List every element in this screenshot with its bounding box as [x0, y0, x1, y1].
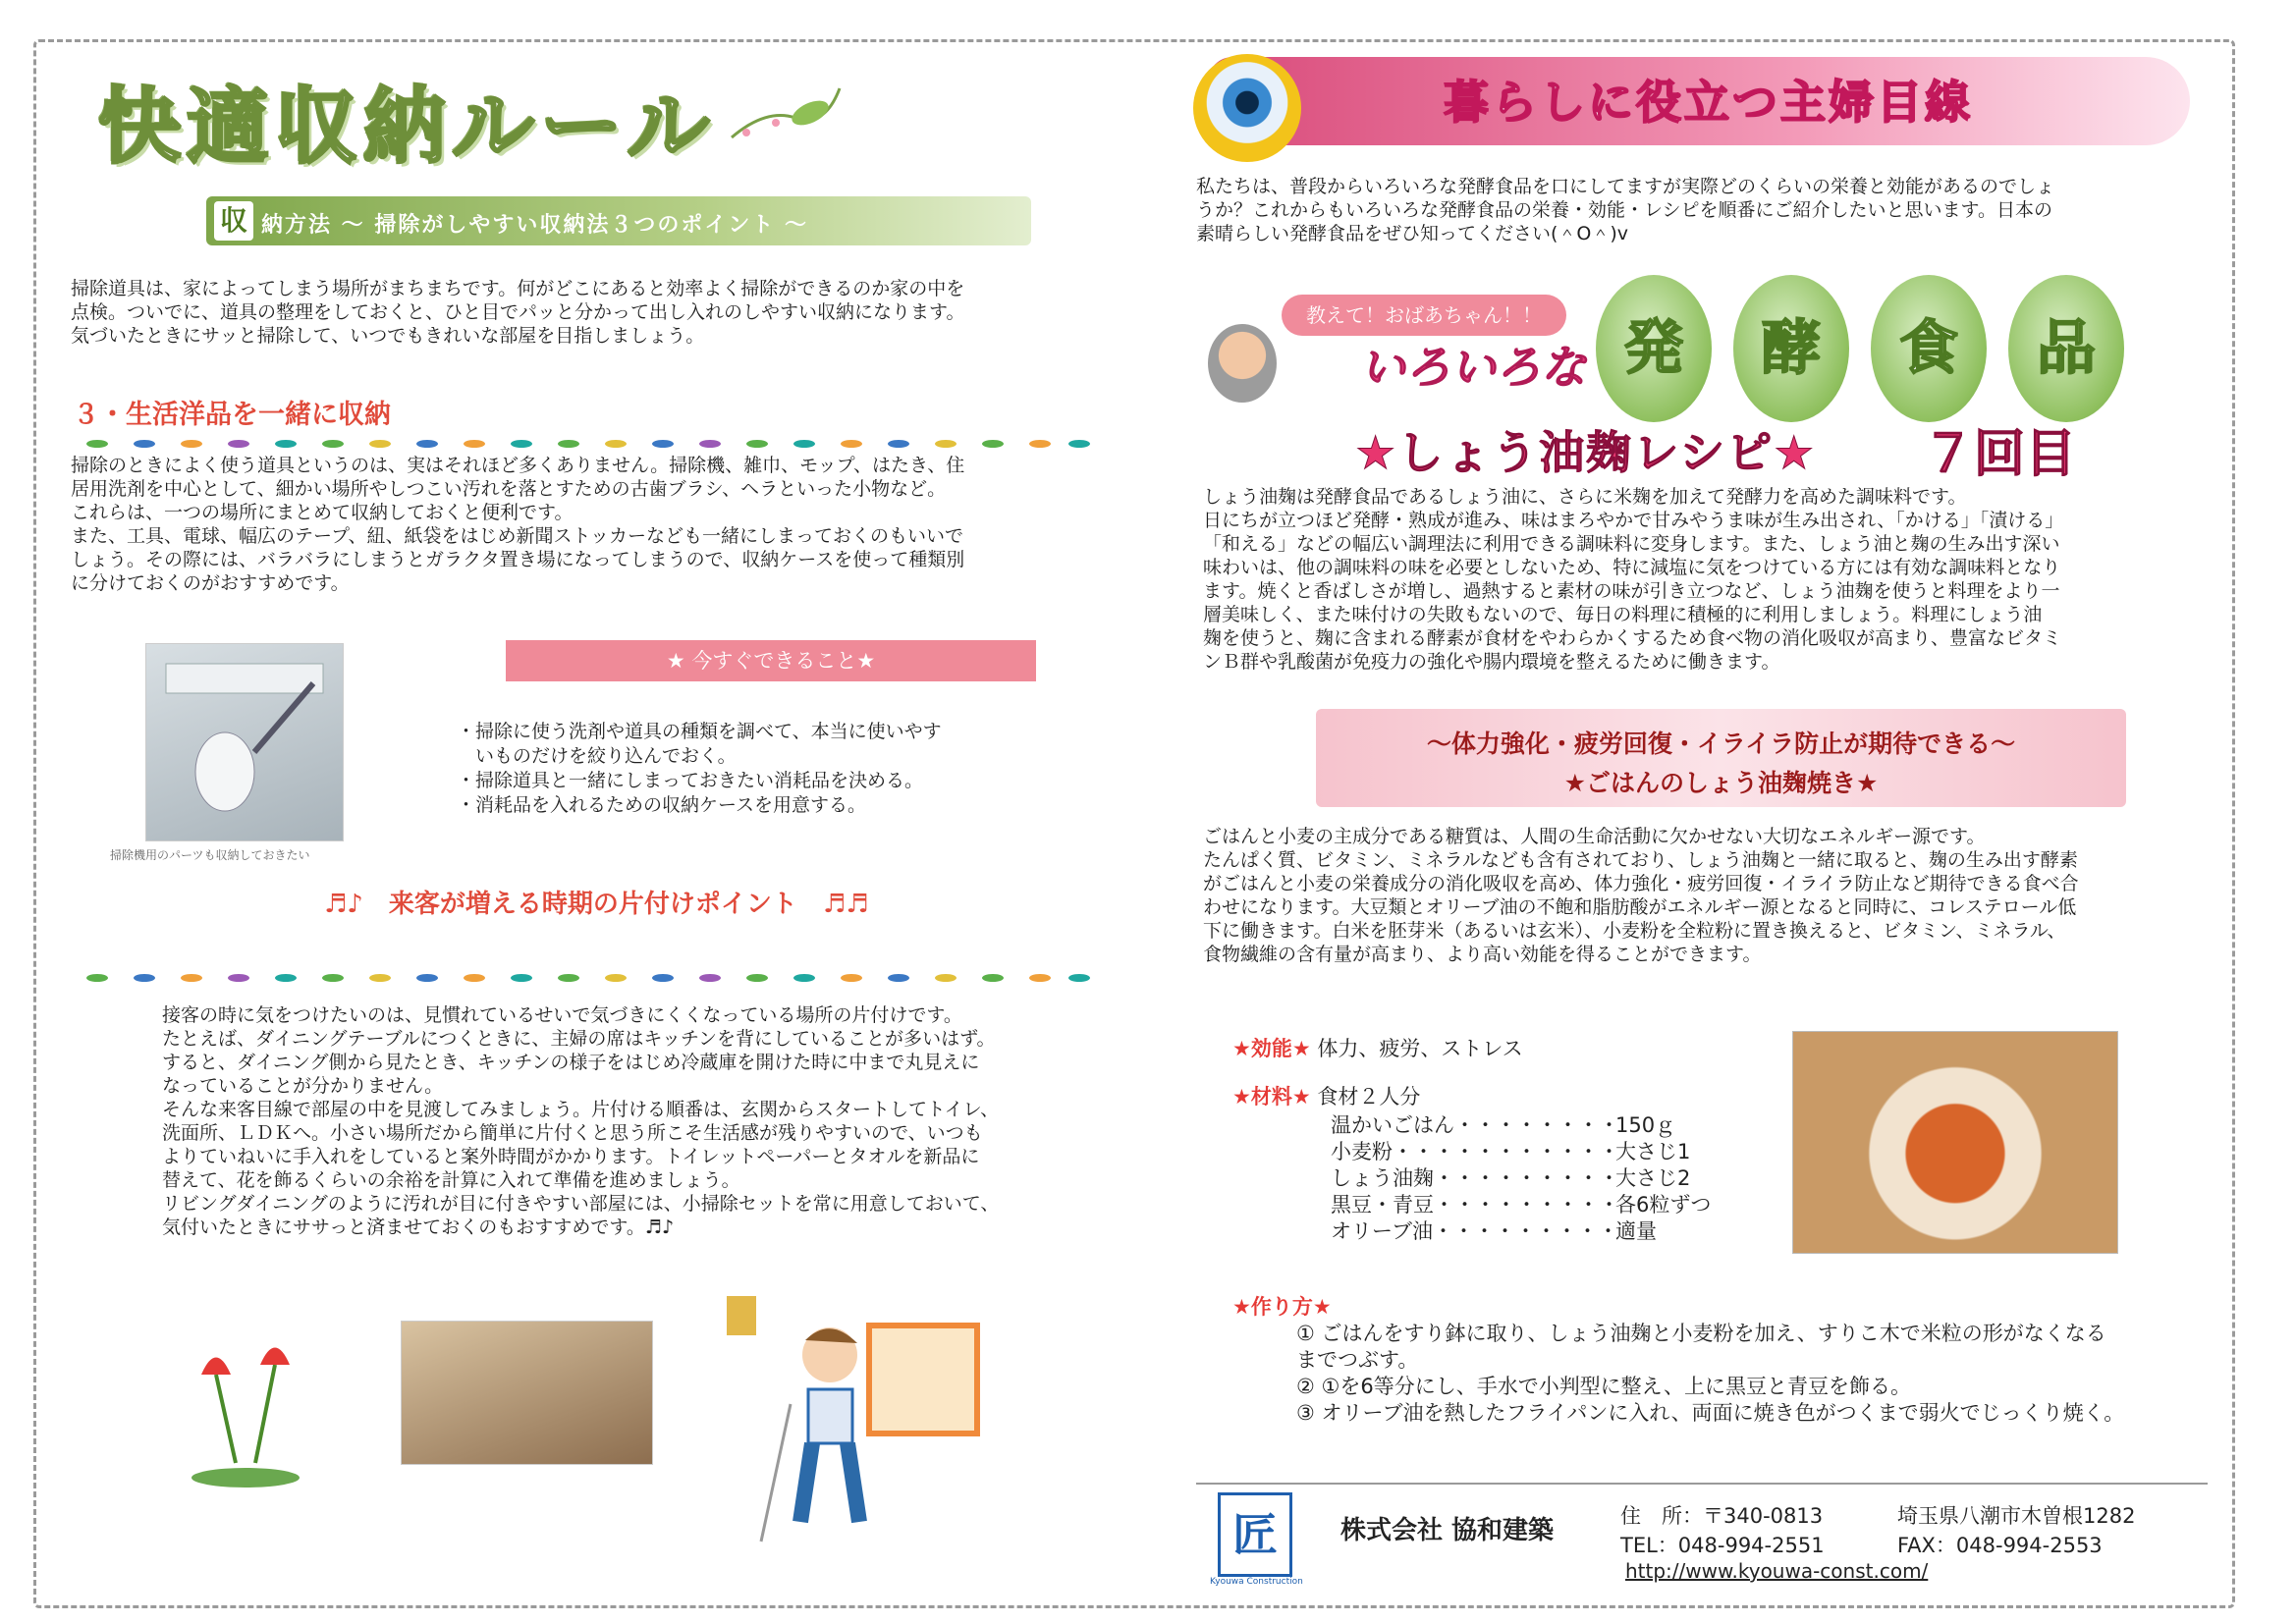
company-tel: TEL：048-994-2551 [1620, 1534, 1825, 1557]
do-now-item: ・掃除道具と一緒にしまっておきたい消耗品を決める。 [457, 770, 924, 791]
ingredient-row: しょう油麹・・・・・・・・・大さじ2 [1331, 1166, 1691, 1190]
company-fax: FAX：048-994-2553 [1897, 1534, 2103, 1557]
kanji-ball-food: 食 [1871, 275, 1987, 422]
company-logo-icon: 匠 [1218, 1492, 1292, 1577]
do-now-list [457, 720, 942, 818]
method-label: ★作り方★ [1232, 1295, 1332, 1319]
method-step: ③ オリーブ油を熱したフライパンに入れ、両面に焼き色がつくまで弱火でじっくり焼く。 [1296, 1401, 2125, 1425]
method-step: ① ごはんをすり鉢に取り、しょう油麹と小麦粉を加え、すりこ木で米粒の形がなくなる [1296, 1322, 2106, 1345]
dish-photo [1792, 1031, 2118, 1254]
recipe-title: ★しょう油麹レシピ★ [1355, 426, 1817, 479]
storage-badge: 収 [214, 201, 253, 241]
kanji-ball-product: 品 [2008, 275, 2124, 422]
dotted-divider [86, 974, 1088, 986]
eye-mascot-icon [1193, 54, 1301, 162]
do-now-item: ・掃除に使う洗剤や道具の種類を調べて、本当に使いやす [457, 721, 942, 742]
vacuum-icon [146, 644, 343, 840]
company-name: 株式会社 協和建築 [1340, 1516, 1555, 1545]
recipe-body: しょう油麹は発酵食品であるしょう油に、さらに米麹を加えて発酵力を高めた調味料です。 日にちが立つほど発酵・熟成が進み、味はまろやかで甘みやうま味が生み出され、「かける」「漬ける」 「和える」などの幅広い調理法に利用できる調味料に変身します。また、しょう油と麹の生み出す深い 味わいは、他の調味料の味を必要としないため、特に減塩に気をつけている方には有効な調味料となり ます。焼くと香ばしさが増し、過熱すると素材の味が引き立つなど、しょう油麹を使うと料理をより一 層美味しく、また味付けの失敗もないので、毎日の料理に積極的に利用しましょう。料理にしょう油 麹を使うと、麹に含まれる酵素が食材をやわらかくするため食べ物の消化吸収が高まり、豊富なビタミ ンＢ群や乳酸菌が免疫力の強化や腸内環境を整えるために働きます。 [1203, 486, 2064, 673]
method-step: までつぶす。 [1296, 1348, 1419, 1372]
efficacy-value: 体力、疲労、ストレス [1317, 1037, 1523, 1060]
recipe-episode: ７回目 [1923, 425, 2077, 484]
ingredient-list [1331, 1112, 1711, 1245]
do-now-item: ・消耗品を入れるための収納ケースを用意する。 [457, 794, 867, 816]
efficacy-row [1232, 1036, 1523, 1062]
kanji-ball-ferment: 発 [1596, 275, 1712, 422]
leaf-vine-decoration [727, 69, 845, 147]
method-steps [1296, 1321, 2124, 1427]
method-step: ② ①を6等分にし、手水で小判型に整え、上に黒豆と青豆を飾る。 [1296, 1375, 1911, 1398]
grandma-icon [1208, 324, 1277, 403]
housewife-eye-title: 暮らしに役立つ主婦目線 [1444, 76, 1973, 129]
various-label: いろいろな [1360, 341, 1586, 394]
dish-body: ごはんと小麦の主成分である糖質は、人間の生命活動に欠かせない大切なエネルギー源です。 たんぱく質、ビタミン、ミネラルなども含有されており、しょう油麹と一緒に取ると、麹の生み出す酵素 がごはんと小麦の栄養成分の消化吸収を高め、体力強化・疲労回復・イライラ防止など期待できる食べ合 わせになります。大豆類とオリーブ油の不飽和脂肪酸がエネルギー源となると同時に、コレステロール低 下に働きます。白米を胚芽米（あるいは玄米）、小麦粉を全粒粉に置き換えると、ビタミン、ミネラル、 食物繊維の含有量が高まり、より高い効能を得ることができます。 [1203, 826, 2079, 965]
ingredients-header [1232, 1084, 1420, 1110]
dotted-divider [86, 440, 1088, 452]
dish-name: ★ごはんのしょう油麹焼き★ [1563, 769, 1879, 797]
section1-body: 掃除のときによく使う道具というのは、実はそれほど多くありません。掃除機、雑巾、モップ、はたき、住 居用洗剤を中心として、細かい場所やしつこい汚れを落とすための古歯ブラシ、ヘラといった小物など。 これらは、一つの場所にまとめて収納しておくと便利です。 また、工具、電球、幅広のテープ、紐、紙袋をはじめ新聞ストッカーなども一緒にしまっておくのもいいで しょう。その際には、バラバラにしまうとガラクタ置き場になってしまうので、収納ケースを使って種類別 に分けておくのがおすすめです。 [71, 455, 965, 594]
storage-method-subtitle: 納方法 ～ 掃除がしやすい収納法３つのポイント ～ [261, 213, 808, 238]
cleaning-woman-illustration [722, 1296, 987, 1561]
kanji-ball-yeast: 酵 [1733, 275, 1849, 422]
logo-subtitle: Kyouwa Construction [1210, 1577, 1303, 1587]
efficacy-label: ★効能★ [1232, 1037, 1311, 1060]
company-url-link[interactable]: http://www.kyouwa-const.com/ [1625, 1559, 1929, 1583]
ingredient-row: 温かいごはん・・・・・・・・150ｇ [1331, 1113, 1676, 1137]
section2-heading: ♬♪ 来客が増える時期の片付けポイント ♬♬ [324, 890, 869, 919]
section2-body: 接客の時に気をつけたいのは、見慣れているせいで気づきにくくなっている場所の片付けです。 たとえば、ダイニングテーブルにつくときに、主婦の席はキッチンを背にしていることが多いはず。 すると、ダイニング側から見たとき、キッチンの様子をはじめ冷蔵庫を開けた時に中まで丸見えに なっていることが分かりません。 そんな来客目線で部屋の中を見渡してみましょう。片付ける順番は、玄関からスタートしてトイレ、 洗面所、ＬＤＫへ。小さい場所だから簡単に片付くと思う所こそ生活感が残りやすいので、いつも よりていねいに手入れをしていると案外時間がかかります。トイレットペーパーとタオルを新品に 替えて、花を飾るくらいの余裕を計算に入れて準備を進めましょう。 リビングダイニングのように汚れが目に付きやすい部屋には、小掃除セットを常に用意しておいて、 気付いたときにササっと済ませておくのもおすすめです。♬♪ [162, 1004, 1000, 1238]
fermented-intro: 私たちは、普段からいろいろな発酵食品を口にしてますが実際どのくらいの栄養と効能があるのでしょ うか？これからもいろいろな発酵食品の栄養・効能・レシピを順番にご紹介したいと思います。日本の 素晴らしい発酵食品をぜひ知ってください(＾O＾)v [1196, 176, 2055, 244]
benefit-line: ～体力強化・疲労回復・イライラ防止が期待できる～ [1426, 730, 2016, 758]
vacuum-storage-photo [145, 643, 344, 841]
storage-rules-title: 快適収納ルール [98, 79, 716, 175]
left-intro: 掃除道具は、家によってしまう場所がまちまちです。何がどこにあると効率よく掃除ができるのか家の中を 点検。ついでに、道具の整理をしておくと、ひと目でパッと分かって出し入れのしやすい収納になります。 気づいたときにサッと掃除して、いつでもきれいな部屋を目指しましょう。 [71, 278, 965, 347]
photo-caption: 掃除機用のパーツも収納しておきたい [110, 848, 310, 862]
tulip-illustration [177, 1316, 334, 1492]
ingredients-label: ★材料★ [1232, 1085, 1311, 1109]
ingredient-row: 小麦粉・・・・・・・・・・・大さじ1 [1331, 1140, 1691, 1163]
company-address-label: 住 所：〒340-0813 [1620, 1504, 1824, 1528]
ingredient-row: オリーブ油・・・・・・・・・適量 [1331, 1219, 1657, 1243]
company-address: 埼玉県八潮市木曽根1282 [1897, 1504, 2136, 1528]
do-now-item: いものだけを絞り込んでおく。 [457, 745, 737, 767]
ask-grandma-bubble: 教えて！おばあちゃん！！ [1282, 295, 1566, 336]
do-now-banner: ★ 今すぐできること★ [506, 640, 1036, 681]
section1-heading: ３・生活洋品を一緒に収納 [73, 400, 391, 430]
ingredients-serving: 食材２人分 [1317, 1085, 1421, 1109]
ingredient-row: 黒豆・青豆・・・・・・・・・各6粒ずつ [1331, 1193, 1712, 1217]
basket-photo [401, 1321, 653, 1465]
